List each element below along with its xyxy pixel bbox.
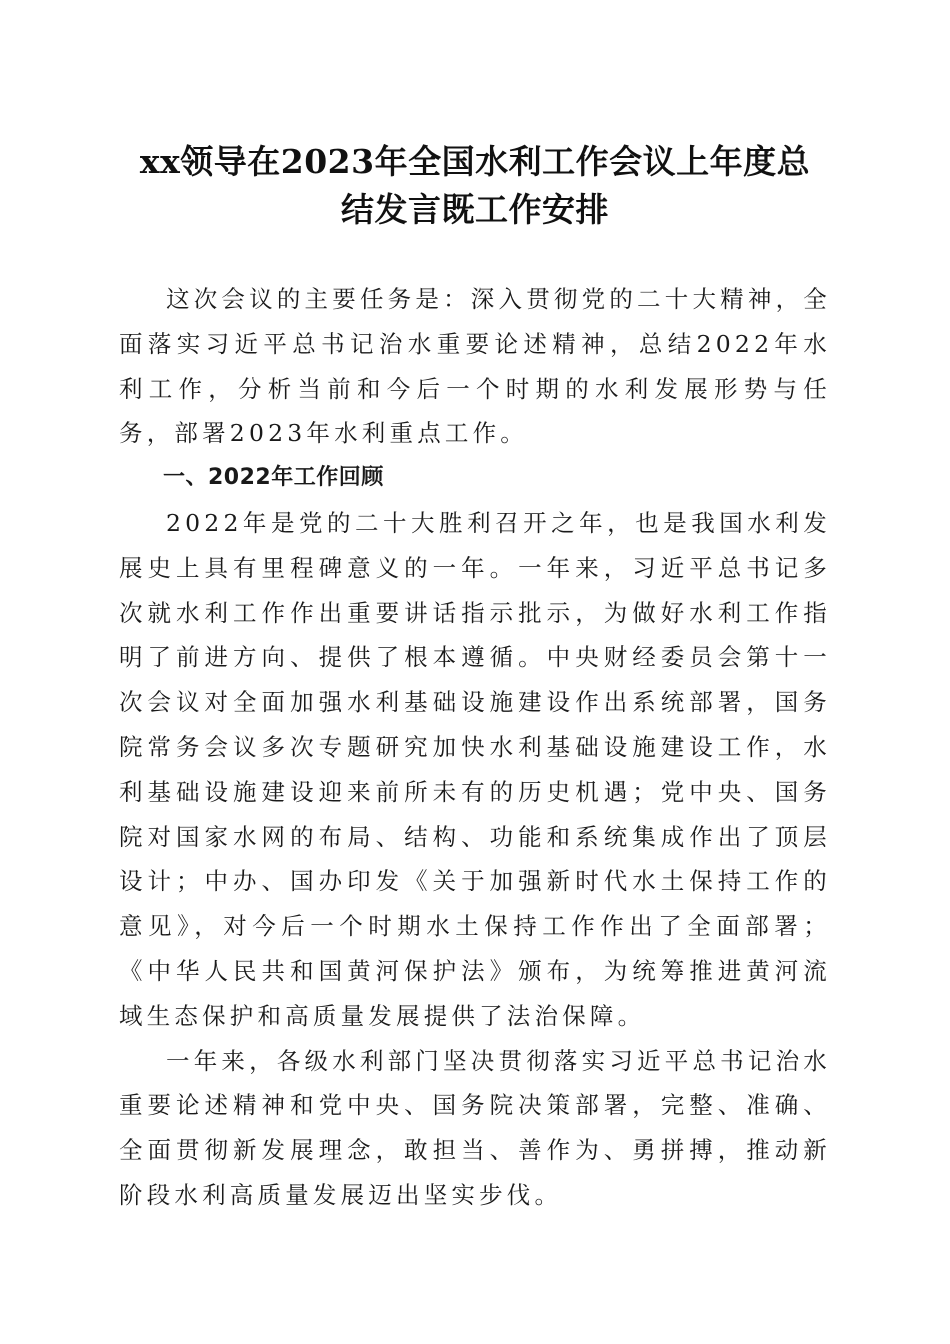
review-paragraph: 2022年是党的二十大胜利召开之年，也是我国水利发展史上具有里程碑意义的一年。一年来，习近平总书记多次就水利工作作出重要讲话指示批示，为做好水利工作指明了前进方向、提供了根本遵循。中央财经委员会第十一次会议对全面加强水利基础设施建设作出系统部署，国务院常务会议多次专题研究加快水利基础设施建设工作，水利基础设施建设迎来前所未有的历史机遇；党中央、国务院对国家水网的布局、结构、功能和系统集成作出了顶层设计；中办、国办印发《关于加强新时代水土保持工作的意见》，对今后一个时期水土保持工作作出了全面部署；《中华人民共和国黄河保护法》颁布，为统筹推进黄河流域生态保护和高质量发展提供了法治保障。: [119, 508, 831, 1030]
progress-paragraph: 一年来，各级水利部门坚决贯彻落实习近平总书记治水重要论述精神和党中央、国务院决策部署，完整、准确、全面贯彻新发展理念，敢担当、善作为、勇拼搏，推动新阶段水利高质量发展迈出坚实步伐。: [119, 1046, 831, 1209]
intro-paragraph: 这次会议的主要任务是：深入贯彻党的二十大精神，全面落实习近平总书记治水重要论述精神，总结2022年水利工作，分析当前和今后一个时期的水利发展形势与任务，部署2023年水利重点工作。: [119, 285, 831, 448]
document-body: [119, 277, 831, 1218]
title-line-1: xx领导在2023年全国水利工作会议上年度总: [139, 142, 811, 181]
title-line-2: 结发言既工作安排: [341, 190, 609, 229]
document-title: [110, 138, 840, 234]
section-heading: 一、2022年工作回顾: [163, 465, 384, 491]
